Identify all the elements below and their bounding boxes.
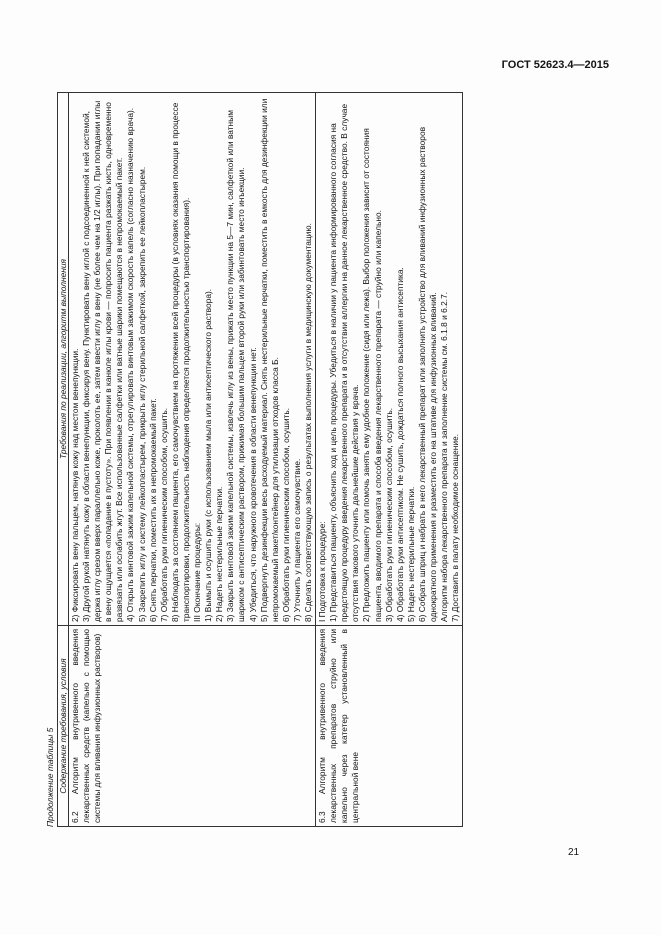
- column-header-requirements: Требования по реализации, алгоритм выполнения: [58, 93, 69, 626]
- requirements-cell: [316, 93, 463, 626]
- table-row: [69, 93, 316, 827]
- algorithm-table: [57, 92, 463, 827]
- requirement-line: Алгоритм набора лекарственного препарата и заполнение системы см. 6.1.8 и 6.2.7.: [439, 291, 450, 622]
- requirement-line: III Окончание процедуры:: [192, 522, 203, 622]
- requirement-line: 1) Вымыть и осушить руки (с использованием мыла или антисептического раствора).: [203, 288, 214, 622]
- requirement-line: 6) Обработать руки гигиеническим способом, осушить.: [280, 407, 291, 622]
- column-header-condition: Содержание требования, условия: [58, 626, 69, 827]
- requirement-line: 8) Сделать соответствующую запись о результатах выполнения услуги в медицинскую документацию.: [302, 223, 313, 622]
- requirement-line: 5) Закрепить иглу и систему лейкопластырем, прикрыть иглу стерильной салфеткой, закрепить ее лейкопластырем.: [136, 166, 147, 622]
- condition-cell: 6.3 Алгоритм внутривенного введения лекарственных препаратов струйно или капельно через катетер установленный в центральной вене: [316, 626, 463, 827]
- condition-cell: 6.2 Алгоритм внутривенного введения лекарственных средств (капельно с помощью системы для вливания инфузионных растворов): [69, 626, 316, 827]
- requirement-line: 4) Убедиться, что наружного кровотечения в области венепункции нет.: [247, 347, 258, 622]
- requirement-line: 4) Обработать руки антисептиком. Не сушить, дождаться полного высыхания антисептика.: [394, 267, 405, 622]
- requirement-line: I Подготовка к процедуре:: [317, 521, 328, 622]
- requirement-line: 5) Надеть нестерильные перчатки.: [405, 486, 416, 622]
- rotated-page-area: [44, 92, 580, 827]
- requirement-line: 6) Собрать шприц и набрать в него лекарственный препарат или заполнить устройство для вливаний инфузионных растворов однократного применения и разместить его на штативе для инфузионных вливаний.: [416, 126, 438, 622]
- requirement-line: 4) Открыть винтовой зажим капельной системы, отрегулировать винтовым зажимом скорость капель (согласно назначению врача).: [125, 107, 136, 622]
- requirement-line: 3) Другой рукой натянуть кожу в области венепункции, фиксируя вену. Пунктировать вену иглой с подсоединенной к ней системой, держа иглу срезом вверх параллельно коже, проколоть ее, затем ввести иглу в вену (не более чем на 1/2 иглы). При попадании иглы в вену ощущается «попадание в пустоту». При появлении в канюле иглы крови — попросить пациента разжать кисть, одновременно развязать или ослабить жгут. Все использованные салфетки или ватные шарики помещаются в непромокаемый пакет.: [81, 100, 125, 622]
- requirement-line: 2) Надеть нестерильные перчатки.: [214, 486, 225, 622]
- requirement-line: 6) Снять перчатки, поместить их в непромокаемый пакет.: [147, 398, 158, 622]
- requirement-line: 7) Доставить в палату необходимое оснащение.: [450, 433, 461, 622]
- rotated-content: [44, 92, 580, 827]
- requirement-line: 2) Предложить пациенту или помочь занять ему удобное положение (сидя или лежа). Выбор положения зависит от состояния пациента, вводимого препарата и способа введения лекарственного препарата — струйно или капельно.: [361, 128, 383, 622]
- requirement-line: 7) Уточнить у пациента его самочувствие.: [291, 458, 302, 622]
- requirement-line: 3) Обработать руки гигиеническим способом, осушить.: [383, 407, 394, 622]
- requirement-line: 7) Обработать руки гигиеническим способом, осушить.: [158, 407, 169, 622]
- table-header-row: [58, 93, 69, 827]
- document-header: ГОСТ 52623.4—2015: [501, 59, 609, 71]
- requirement-line: 1) Представиться пациенту, объяснить ход и цель процедуры. Убедиться в наличии у пациента информированного согласия на предстоящую процедуру введения лекарственного препарата и в отсутствии аллергии на данное лекарственное средство. В случае отсутствия такового уточнить дальнейшие действия у врача.: [328, 103, 361, 622]
- requirement-line: 8) Наблюдать за состоянием пациента, его самочувствием на протяжении всей процедуры (в условиях оказания помощи в процессе транспортировки, продолжительность наблюдения определяется продолжительностью транспортирования).: [169, 102, 191, 622]
- requirement-line: 3) Закрыть винтовой зажим капельной системы, извлечь иглу из вены, прижать место пункции на 5—7 мин, салфеткой или ватным шариком с антисептическим раствором, прижимая большим пальцем второй руки или забинтовать место инъекции.: [225, 110, 247, 622]
- requirements-cell: [69, 93, 316, 626]
- page-number: 21: [568, 847, 580, 858]
- table-row: [316, 93, 463, 827]
- table-continuation-label: Продолжение таблицы 5: [45, 727, 55, 827]
- requirement-line: 5) Подвергнуть дезинфекции весь расходуемый материал. Снять нестерильные перчатки, поместить в емкость для дезинфекции или непромокаемый пакет/контейнер для утилизации отходов класса Б.: [258, 98, 280, 622]
- requirement-line: 2) Фиксировать вену пальцем, натянув кожу над местом венепункции.: [70, 348, 80, 622]
